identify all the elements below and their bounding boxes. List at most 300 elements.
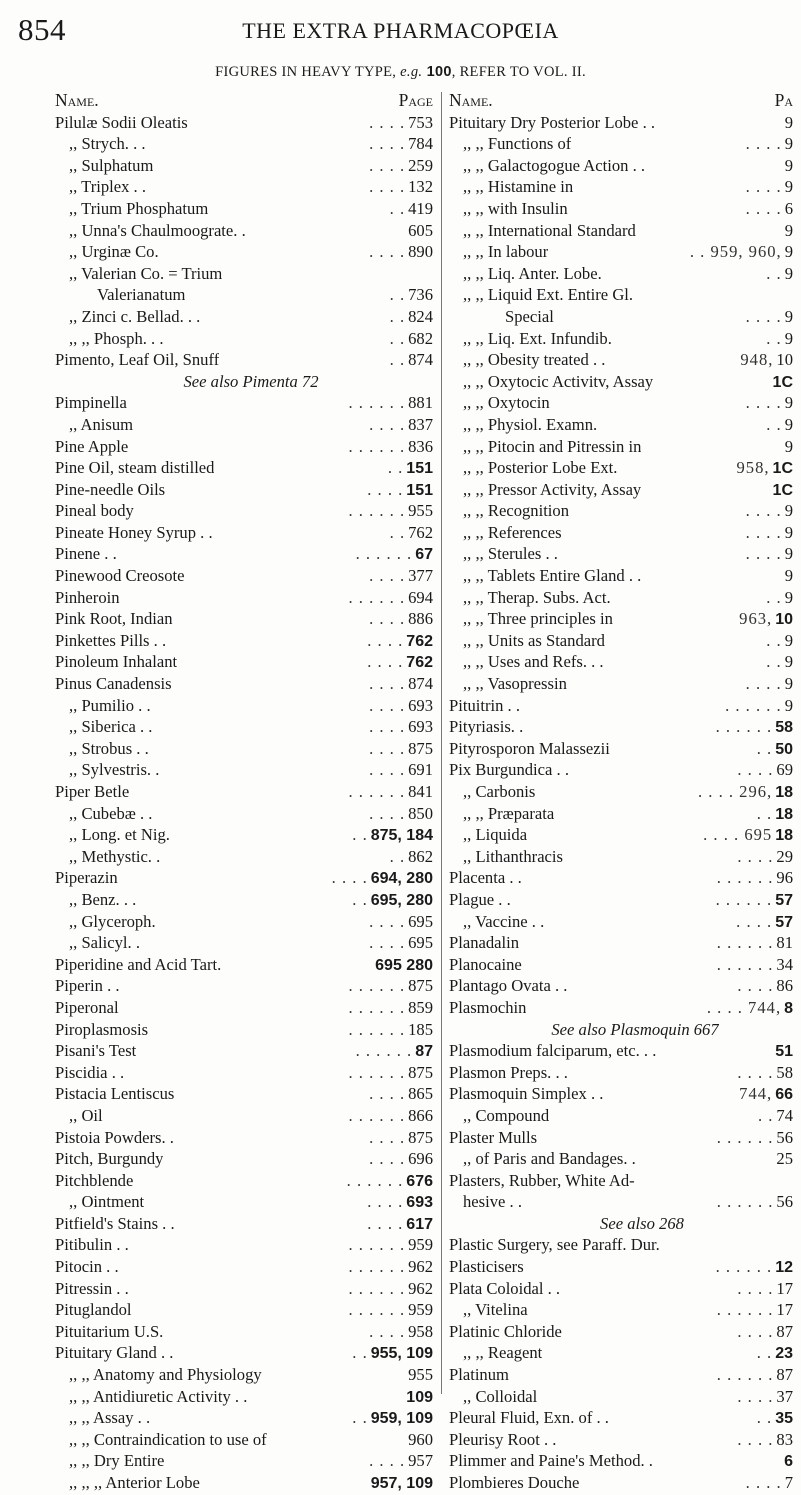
index-entry xyxy=(55,846,433,868)
entry-page: 875 xyxy=(408,1062,433,1082)
entry-name: Pitfield's Stains . . xyxy=(55,1213,175,1233)
index-entry xyxy=(449,824,793,846)
leader-dots: . . . . xyxy=(737,846,774,866)
leader-dots: . . . . xyxy=(369,933,406,953)
leader-dots: . . . . xyxy=(737,976,774,996)
leader-dots: . . . . xyxy=(369,738,406,758)
index-entry xyxy=(55,1299,433,1321)
entry-page: 18 xyxy=(775,784,793,801)
entry-page: 8 xyxy=(784,999,793,1017)
entry-page: 69 xyxy=(776,760,793,780)
entry-page: 955 xyxy=(408,501,433,521)
leader-dots: . . . . xyxy=(369,566,406,586)
index-entry xyxy=(449,716,793,738)
entry-name: ,, Oil xyxy=(69,1105,103,1125)
entry-page: 9 xyxy=(784,695,793,715)
index-entry xyxy=(55,911,433,933)
entry-page: 81 xyxy=(776,933,793,953)
entry-name: Pitocin . . xyxy=(55,1257,119,1277)
entry-page: 18 xyxy=(775,827,793,845)
entry-name: ,, Strobus . . xyxy=(69,738,149,758)
leader-dots: . . . . xyxy=(745,544,782,564)
index-entry xyxy=(449,932,793,954)
index-entry xyxy=(55,1148,433,1170)
entry-page: 83 xyxy=(776,1429,793,1449)
leader-dots: . . xyxy=(766,652,782,672)
index-entry xyxy=(55,1386,433,1408)
index-entry xyxy=(449,738,793,760)
leader-dots: . . . . xyxy=(745,674,782,694)
entry-page: 762 xyxy=(408,522,433,542)
leader-dots: . . . . xyxy=(745,177,782,197)
leader-dots: . . . . . . xyxy=(348,393,406,413)
entry-page: 957, 109 xyxy=(370,1475,433,1492)
leader-dots: . . xyxy=(389,522,406,542)
index-entry xyxy=(449,371,793,393)
entry-name: ,, ,, Antidiuretic Activity . . xyxy=(69,1386,248,1406)
see-also-reference: See also 268 xyxy=(600,1213,684,1233)
index-entry xyxy=(55,716,433,738)
index-entry xyxy=(55,263,433,285)
entry-name: Pinkettes Pills . . xyxy=(55,630,167,650)
leader-dots: 963, xyxy=(739,609,773,629)
leader-dots: . . . . 296, xyxy=(697,782,773,801)
entry-name: Pix Burgundica . . xyxy=(449,760,569,780)
leader-dots: . . . . . . xyxy=(725,695,782,715)
entry-name: Pistacia Lentiscus xyxy=(55,1084,175,1104)
index-entry xyxy=(55,824,433,846)
index-entry xyxy=(449,522,793,544)
index-entry xyxy=(55,414,433,436)
index-entry xyxy=(449,457,793,479)
note-suffix: , REFER TO VOL. II. xyxy=(451,64,586,80)
entry-page: 962 xyxy=(408,1257,433,1277)
entry-page: 691 xyxy=(408,760,433,780)
index-entry xyxy=(449,1234,793,1256)
leader-dots: . . xyxy=(766,263,782,283)
entry-name: Pistoia Powders. . xyxy=(55,1127,174,1147)
leader-dots: . . xyxy=(389,350,406,370)
entry-name: ,, ,, Sterules . . xyxy=(463,544,558,564)
index-entry xyxy=(55,803,433,825)
leader-dots: . . . . xyxy=(745,134,782,154)
entry-name: Pineal body xyxy=(55,501,134,521)
entry-page: 87 xyxy=(776,1365,793,1385)
index-entry xyxy=(55,457,433,479)
heading-page: Page xyxy=(398,90,433,110)
heading-name: Name. xyxy=(449,90,493,110)
entry-page: 875, 184 xyxy=(370,827,433,845)
index-entry xyxy=(449,975,793,997)
index-entry xyxy=(55,651,433,673)
index-entry xyxy=(55,781,433,803)
entry-name: Plombieres Douche xyxy=(449,1473,580,1492)
leader-dots: 744, xyxy=(739,1084,773,1104)
entry-name: Planadalin xyxy=(449,933,520,953)
entry-page: 37 xyxy=(776,1386,793,1406)
leader-dots: . . . . xyxy=(745,306,782,326)
index-entry xyxy=(449,803,793,825)
leader-dots: . . . . xyxy=(369,911,406,931)
index-entry xyxy=(55,155,433,177)
entry-name: Pinewood Creosote xyxy=(55,566,185,586)
index-entry xyxy=(449,608,793,630)
index-entry xyxy=(449,1019,793,1041)
entry-name: ,, Salicyl. . xyxy=(69,933,140,953)
entry-page: 960 xyxy=(408,1429,433,1449)
index-entry xyxy=(55,349,433,371)
entry-name: Pimpinella xyxy=(55,393,127,413)
index-entry xyxy=(449,328,793,350)
leader-dots: . . . . 744, xyxy=(706,997,782,1017)
index-entry xyxy=(55,284,433,306)
entry-page: 87 xyxy=(415,1043,433,1061)
leader-dots: . . . . xyxy=(367,652,404,672)
entry-name: ,, ,, Dry Entire xyxy=(69,1451,165,1471)
entry-page: 57 xyxy=(775,891,793,909)
leader-dots: . . . . . . xyxy=(348,1105,406,1125)
entry-name: Platinum xyxy=(449,1365,509,1385)
entry-page: 18 xyxy=(775,805,793,823)
leader-dots: . . . . xyxy=(369,1149,406,1169)
entry-name: Plantago Ovata . . xyxy=(449,976,568,996)
see-also-reference: See also Plasmoquin 667 xyxy=(551,1019,719,1039)
index-entry xyxy=(55,392,433,414)
entry-page: 886 xyxy=(408,609,433,629)
index-entry xyxy=(449,867,793,889)
entry-page: 9 xyxy=(784,674,793,694)
entry-name: ,, Liquida xyxy=(463,825,528,845)
entry-page: 6 xyxy=(784,1453,793,1471)
leader-dots: . . xyxy=(352,825,368,845)
index-entry xyxy=(55,975,433,997)
entry-name: Placenta . . xyxy=(449,868,522,888)
entry-name: Valerianatum xyxy=(97,285,186,305)
leader-dots: . . . . . . xyxy=(348,1278,406,1298)
entry-page: 419 xyxy=(408,198,433,218)
entry-page: 9 xyxy=(784,242,793,262)
entry-name: ,, Carbonis xyxy=(463,782,536,801)
entry-page: 96 xyxy=(776,868,793,888)
entry-page: 132 xyxy=(408,177,433,197)
index-entry xyxy=(449,436,793,458)
index-entry xyxy=(449,1321,793,1343)
index-entry xyxy=(55,1278,433,1300)
leader-dots: . . xyxy=(757,1105,774,1125)
entry-name: Pine Oil, steam distilled xyxy=(55,458,215,478)
entry-name: Piscidia . . xyxy=(55,1062,125,1082)
index-entry xyxy=(55,198,433,220)
leader-dots: . . xyxy=(756,1408,773,1428)
note-eg: e.g. xyxy=(400,64,423,80)
entry-page: 25 xyxy=(776,1149,793,1169)
index-entry xyxy=(55,176,433,198)
index-column-right xyxy=(449,90,793,1494)
index-entry xyxy=(55,1127,433,1149)
entry-page: 66 xyxy=(775,1086,793,1104)
leader-dots: . . . . . . xyxy=(715,1257,773,1277)
entry-page: 1C xyxy=(772,481,793,499)
entry-page: 881 xyxy=(408,393,433,413)
entry-name: Pisani's Test xyxy=(55,1041,137,1061)
entry-name: ,, ,, Liq. Ext. Infundib. xyxy=(463,328,612,348)
entry-page: 693 xyxy=(406,1194,433,1212)
entry-name: Plasticisers xyxy=(449,1257,524,1277)
entry-page: 958 xyxy=(408,1321,433,1341)
leader-dots: . . . . . . xyxy=(348,1019,406,1039)
index-entry xyxy=(449,1386,793,1408)
leader-dots: . . . . . . xyxy=(348,1300,406,1320)
entry-name: ,, ,, Anatomy and Physiology xyxy=(69,1365,262,1385)
entry-name: ,, ,, Obesity treated . . xyxy=(463,350,606,370)
entry-page: 151 xyxy=(406,460,433,478)
leader-dots: . . . . xyxy=(369,609,406,629)
index-entry xyxy=(449,1062,793,1084)
index-entry xyxy=(449,759,793,781)
entry-page: 57 xyxy=(775,913,793,931)
leader-dots: . . . . . . xyxy=(716,954,774,974)
entry-page: 850 xyxy=(408,803,433,823)
entry-name: ,, Vaccine . . xyxy=(463,911,545,931)
index-entry xyxy=(449,1450,793,1472)
entry-name: Pitibulin . . xyxy=(55,1235,129,1255)
leader-dots: . . xyxy=(389,198,406,218)
entry-page: 693 xyxy=(408,717,433,737)
leader-dots: . . . . . . xyxy=(716,1365,774,1385)
index-entry xyxy=(55,1105,433,1127)
leader-dots: . . . . xyxy=(369,717,406,737)
entry-page: 17 xyxy=(776,1278,793,1298)
entry-name: ,, Anisum xyxy=(69,414,134,434)
index-entry xyxy=(449,1083,793,1105)
entry-page: 874 xyxy=(408,350,433,370)
index-entry xyxy=(55,1429,433,1451)
leader-dots: . . . . xyxy=(369,134,406,154)
index-column-left xyxy=(55,90,433,1494)
entry-page: 1C xyxy=(772,460,793,478)
entry-page: 58 xyxy=(775,719,793,737)
leader-dots: . . xyxy=(352,889,368,909)
entry-name: ,, ,, Vasopressin xyxy=(463,674,567,694)
entry-name: ,, ,, In labour xyxy=(463,242,549,262)
leader-dots: . . . . xyxy=(745,501,782,521)
entry-page: 753 xyxy=(408,112,433,132)
index-entry xyxy=(449,284,793,306)
entry-name: Special xyxy=(505,306,554,326)
entry-name: Pituitrin . . xyxy=(449,695,520,715)
leader-dots: . . . . xyxy=(369,242,406,262)
index-entry xyxy=(449,263,793,285)
leader-dots: . . . . . . xyxy=(716,1300,774,1320)
index-entry xyxy=(55,1019,433,1041)
entry-page: 959, 109 xyxy=(370,1410,433,1428)
entry-page: 56 xyxy=(776,1127,793,1147)
entry-page: 58 xyxy=(776,1062,793,1082)
entry-page: 9 xyxy=(784,134,793,154)
index-entry xyxy=(449,630,793,652)
index-entry xyxy=(449,997,793,1019)
entry-page: 86 xyxy=(776,976,793,996)
entry-page: 51 xyxy=(775,1043,793,1061)
index-entry xyxy=(449,543,793,565)
entry-name: ,, Cubebæ . . xyxy=(69,803,153,823)
entry-name: hesive . . xyxy=(463,1192,522,1212)
note-prefix: FIGURES IN HEAVY TYPE, xyxy=(215,64,401,80)
leader-dots: . . . . xyxy=(369,155,406,175)
index-entry xyxy=(449,133,793,155)
index-entry xyxy=(449,889,793,911)
entry-name: ,, Lithanthracis xyxy=(463,846,563,866)
entry-name: Pink Root, Indian xyxy=(55,609,173,629)
entry-name: ,, Unna's Chaulmoograte. . xyxy=(69,220,246,240)
index-entry xyxy=(55,479,433,501)
entry-name: Plimmer and Paine's Method. . xyxy=(449,1451,653,1471)
index-entry xyxy=(449,954,793,976)
leader-dots: . . . . xyxy=(369,1451,406,1471)
leader-dots: . . . . xyxy=(369,414,406,434)
entry-name: Pimento, Leaf Oil, Snuff xyxy=(55,350,220,370)
leader-dots: . . xyxy=(766,630,782,650)
index-entry xyxy=(55,565,433,587)
entry-name: Pineate Honey Syrup . . xyxy=(55,522,213,542)
index-entry xyxy=(55,738,433,760)
index-entry xyxy=(55,1191,433,1213)
index-entry xyxy=(449,1342,793,1364)
entry-page: 9 xyxy=(784,112,793,132)
entry-page: 9 xyxy=(784,177,793,197)
index-entry xyxy=(449,241,793,263)
entry-name: Pilulæ Sodii Oleatis xyxy=(55,112,188,132)
entry-page: 9 xyxy=(784,436,793,456)
leader-dots: . . . . xyxy=(737,1386,774,1406)
entry-name: ,, Compound xyxy=(463,1105,550,1125)
entry-name: ,, ,, Therap. Subs. Act. xyxy=(463,587,611,607)
entry-page: 87 xyxy=(776,1321,793,1341)
entry-page: 34 xyxy=(776,954,793,974)
index-entry xyxy=(449,1148,793,1170)
leader-dots: . . . . xyxy=(369,1127,406,1147)
entry-page: 957 xyxy=(408,1451,433,1471)
index-entry xyxy=(55,695,433,717)
index-entry xyxy=(55,1170,433,1192)
index-entry xyxy=(449,695,793,717)
leader-dots: 948, xyxy=(740,350,774,370)
entry-page: 682 xyxy=(408,328,433,348)
leader-dots: . . . . . . xyxy=(348,436,406,456)
entry-name: Pituglandol xyxy=(55,1300,132,1320)
entry-page: 959 xyxy=(408,1235,433,1255)
entry-page: 1C xyxy=(772,373,793,391)
leader-dots: . . xyxy=(756,738,773,758)
leader-dots: . . . . xyxy=(369,674,406,694)
index-entry xyxy=(55,371,433,393)
leader-dots: . . xyxy=(756,1343,773,1363)
entry-name: ,, Vitelina xyxy=(463,1300,528,1320)
entry-name: ,, ,, Præparata xyxy=(463,803,555,823)
index-entry xyxy=(55,630,433,652)
entry-page: 762 xyxy=(406,632,433,650)
volume-note xyxy=(0,64,801,81)
page-number: 854 xyxy=(18,12,66,47)
entry-page: 959 xyxy=(408,1300,433,1320)
entry-page: 9 xyxy=(784,522,793,542)
entry-name: ,, Methystic. . xyxy=(69,846,161,866)
entry-name: Plaster Mulls xyxy=(449,1127,538,1147)
index-entry xyxy=(55,587,433,609)
entry-page: 50 xyxy=(775,740,793,758)
note-number: 100 xyxy=(422,64,452,80)
leader-dots: . . . . xyxy=(369,695,406,715)
entry-page: 35 xyxy=(775,1410,793,1428)
index-entry xyxy=(55,543,433,565)
entry-name: Piperonal xyxy=(55,997,119,1017)
entry-page: 695 xyxy=(408,911,433,931)
leader-dots: . . . . xyxy=(367,630,404,650)
entry-page: 9 xyxy=(784,155,793,175)
entry-page: 955 xyxy=(408,1365,433,1385)
leader-dots: . . xyxy=(387,458,404,478)
index-entry xyxy=(55,112,433,134)
running-head: THE EXTRA PHARMACOPŒIA xyxy=(242,18,559,43)
entry-page: 9 xyxy=(784,652,793,672)
entry-name: ,, of Paris and Bandages. . xyxy=(463,1149,636,1169)
entry-page: 875 xyxy=(408,976,433,996)
entry-page: 9 xyxy=(784,328,793,348)
index-entry xyxy=(449,198,793,220)
index-entry xyxy=(449,220,793,242)
leader-dots: . . . . xyxy=(369,803,406,823)
column-heading xyxy=(55,90,433,112)
leader-dots: . . . . . . xyxy=(348,1257,406,1277)
leader-dots: . . xyxy=(389,306,406,326)
entry-name: ,, ,, Pressor Activity, Assay xyxy=(463,479,642,499)
leader-dots: . . . . xyxy=(331,868,368,888)
entry-name: ,, ,, Histamine in xyxy=(463,177,574,197)
entry-name: Pinus Canadensis xyxy=(55,674,172,694)
entry-page: 67 xyxy=(415,546,433,564)
leader-dots: . . . . xyxy=(369,1321,406,1341)
entry-page: 836 xyxy=(408,436,433,456)
leader-dots: . . xyxy=(389,285,406,305)
index-entry xyxy=(55,1234,433,1256)
leader-dots: . . xyxy=(352,1343,368,1363)
entry-page: 10 xyxy=(775,611,793,629)
entry-name: Pityrosporon Malassezii xyxy=(449,738,610,758)
entry-page: 9 xyxy=(784,263,793,283)
entry-page: 377 xyxy=(408,566,433,586)
entry-name: Plasters, Rubber, White Ad- xyxy=(449,1170,635,1190)
index-entry xyxy=(55,889,433,911)
index-entry xyxy=(55,673,433,695)
entry-page: 694, 280 xyxy=(370,870,433,888)
entry-page: 12 xyxy=(775,1259,793,1277)
entry-name: ,, ,, Posterior Lobe Ext. xyxy=(463,458,618,478)
index-entry xyxy=(55,867,433,889)
entry-name: ,, ,, with Insulin xyxy=(463,198,568,218)
leader-dots: . . . . . . xyxy=(348,1062,406,1082)
entry-page: 695 280 xyxy=(375,956,433,974)
entry-page: 6 xyxy=(784,198,793,218)
entry-page: 185 xyxy=(408,1019,433,1039)
leader-dots: . . . . . . xyxy=(348,1235,406,1255)
entry-name: ,, ,, Assay . . xyxy=(69,1408,151,1428)
entry-name: Pleural Fluid, Exn. of . . xyxy=(449,1408,609,1428)
entry-page: 784 xyxy=(408,134,433,154)
entry-name: Plasmochin xyxy=(449,997,527,1017)
index-entry xyxy=(55,997,433,1019)
entry-name: ,, ,, Liquid Ext. Entire Gl. xyxy=(463,285,634,305)
entry-name: ,, ,, Tablets Entire Gland . . xyxy=(463,566,642,586)
